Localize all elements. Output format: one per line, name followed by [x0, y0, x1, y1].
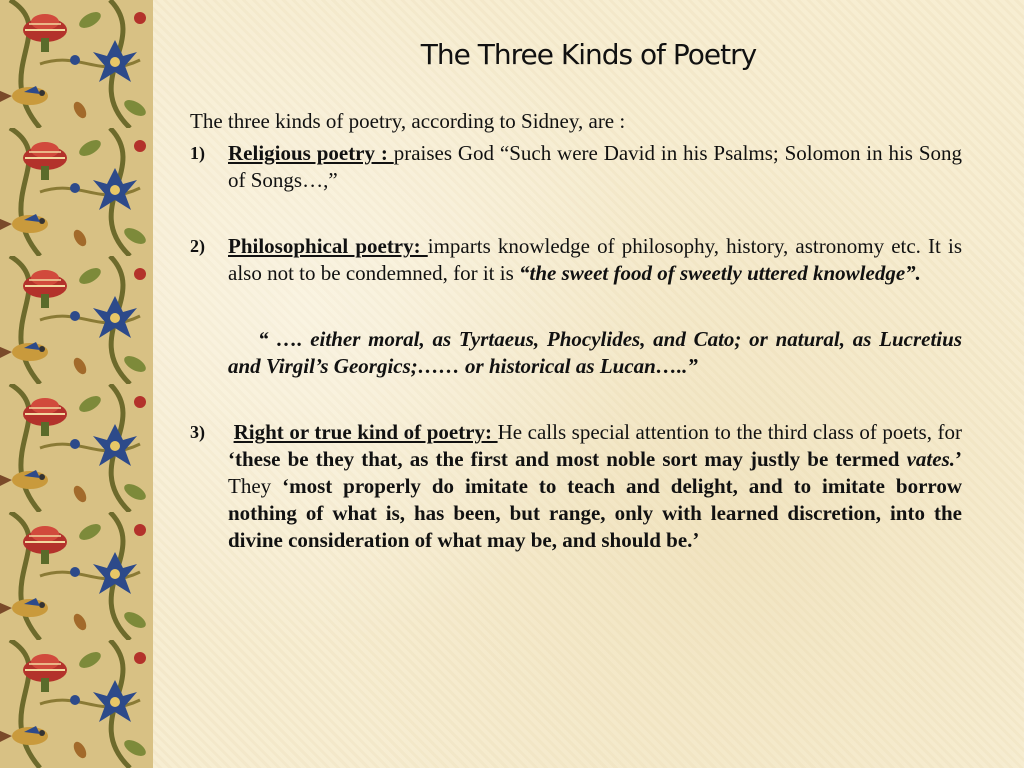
- intro-text: The three kinds of poetry, according to Sidney, are :: [190, 109, 626, 133]
- item-emphasis: “the sweet food of sweetly uttered knowledge”.: [519, 261, 921, 285]
- item-bold-quote-end: ’: [955, 447, 962, 471]
- floral-pattern-icon: [0, 0, 153, 768]
- item-number: 1): [190, 143, 205, 163]
- item-heading: Philosophical poetry:: [228, 234, 428, 258]
- list-item-philosophical: [190, 233, 962, 287]
- item-text: They: [228, 474, 283, 498]
- page-title: The Three Kinds of Poetry: [420, 38, 757, 71]
- item-heading: Religious poetry :: [228, 141, 394, 165]
- item-text: He calls special attention to the third class of poets, for: [497, 420, 963, 444]
- list-item-religious: [190, 140, 962, 194]
- item-number: 2): [190, 236, 205, 256]
- decorative-floral-border: [0, 0, 153, 768]
- item-heading: Right or true kind of poetry:: [233, 420, 498, 444]
- list-item-true-poetry: [190, 419, 962, 554]
- item-italic-word: vates.: [906, 447, 955, 471]
- item-number: 3): [190, 422, 205, 442]
- slide-body: [190, 108, 962, 554]
- item-bold-quote: ‘most properly do imitate to teach and delight, and to imitate borrow nothing of what is, has been, but range, only with learned discretion, into the divine consideration of what may be, and should be.’: [228, 474, 962, 552]
- item-text: praises God “Such were David in his Psalms; Solomon in his Song of Songs…,”: [228, 141, 963, 192]
- block-quote: “ …. either moral, as Tyrtaeus, Phocylides, and Cato; or natural, as Lucretius and Virgil’s Georgics;…… or historical as Lucan…..”: [228, 327, 962, 378]
- item-text: imparts knowledge of philosophy, history, astronomy etc. It is also not to be condemned, for it is: [228, 234, 962, 285]
- item-bold-quote: ‘these be they that, as the first and most noble sort may justly be termed: [228, 447, 907, 471]
